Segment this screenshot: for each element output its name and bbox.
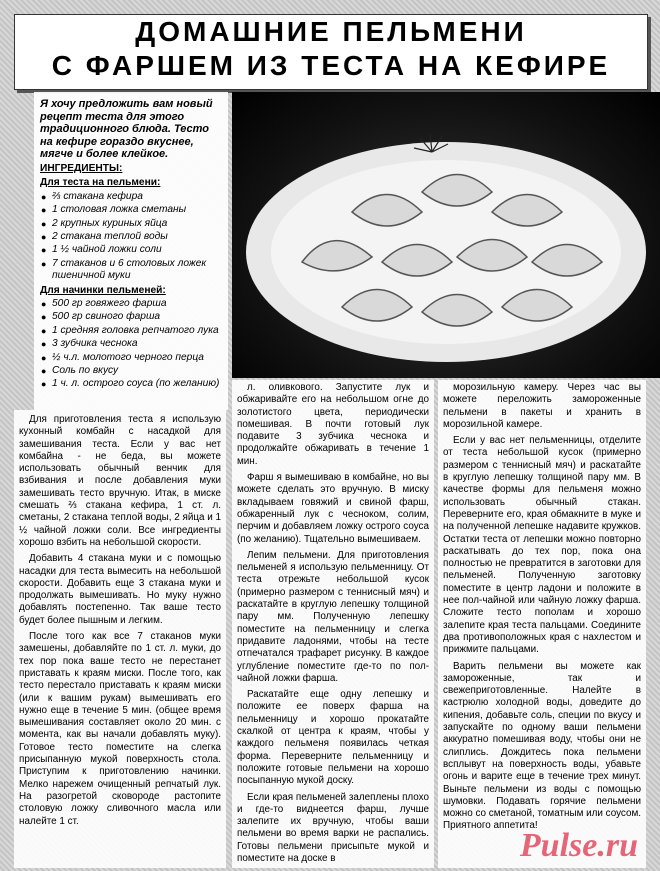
paragraph: После того как все 7 стаканов муки замешены, добавляйте по 1 ст. л. муки, до тех пор пока ваше тесто не перестанет приставать к краям миски. После того, как тесто перестало приставать к краям миски (или к вашим рукам) вымешивать его нужно еще в течение 5 мин. (общее время вымешивания составляет около 20 мин. с момента, как вы начали добавлять муку). Готовое тесто поместите на слегка присыпанную мукой поверхность стола. Приступим к приготовлению начинки. Мелко нарежем очищенный репчатый лук. На разогретой сковороде растопите столовую ложку сливочного масла или налейте 1 ст.: [19, 631, 221, 827]
column-1: [14, 410, 226, 868]
column-3: [438, 380, 646, 868]
title-line-1: ДОМАШНИЕ ПЕЛЬМЕНИ: [135, 16, 527, 47]
list-item: ● 3 зубчика чеснока: [52, 338, 222, 350]
paragraph: Добавить 4 стакана муки и с помощью насадки для теста вымесить на небольшой скорости. Добавить еще 3 стакана муки и продолжать вымешивать. Но муку нужно добавлять постепенно. Так ваше тесто будет более пышным и легким.: [19, 553, 221, 626]
paragraph: л. оливкового. Запустите лук и обжаривайте его на небольшом огне до золотистого цвета, периодически помешивая. В почти готовый лук подавите 3 зубчика чеснока и продолжайте обжаривать в течение 1 мин.: [237, 382, 429, 467]
list-item: ● 500 гр говяжего фарша: [52, 298, 222, 310]
list-item: ● 2 стакана теплой воды: [52, 231, 222, 243]
list-item: ● 1 столовая ложка сметаны: [52, 204, 222, 216]
list-item: ● 2 крупных куриных яйца: [52, 218, 222, 230]
ingredients-heading: ИНГРЕДИЕНТЫ:: [40, 162, 123, 174]
dough-list: [40, 191, 222, 283]
filling-heading: Для начинки пельменей:: [40, 284, 166, 296]
list-item: ● Соль по вкусу: [52, 365, 222, 377]
list-item: ● 500 гр свиного фарша: [52, 311, 222, 323]
list-item: ● ½ ч.л. молотого черного перца: [52, 352, 222, 364]
list-item: ● ⅔ стакана кефира: [52, 191, 222, 203]
intro-box: [34, 92, 228, 410]
paragraph: Варить пельмени вы можете как замороженные, так и свежеприготовленные. Налейте в кастрюлю холодной воды, доведите до кипения, добавьте соль, специи по вкусу и запускайте по одному ваши пельмени аккуратно помешивая воду, чтобы они не слиплись. Дождитесь пока пельмени всплывут на поверхность воды, убавьте огонь и варите еще в течение трех минут. Выньте пельмени из воды с помощью шумовки. Подавать горячие пельмени можно со сметаной, томатным или соусом. Приятного аппетита!: [443, 660, 641, 832]
title-box: [14, 14, 648, 90]
paragraph: морозильную камеру. Через час вы можете переложить замороженные пельмени в пакеты и хранить в морозильной камере.: [443, 382, 641, 430]
dumplings-illustration: [232, 92, 660, 378]
list-item: ● 7 стаканов и 6 столовых ложек пшеничной муки: [52, 258, 222, 283]
dough-heading: Для теста на пельмени:: [40, 177, 161, 189]
paragraph: Раскатайте еще одну лепешку и положите ее поверх фарша на пельменницу и хорошо прокатайте скалкой от центра к краям, чтобы у каждого пельменя появилась четкая форма. Переверните пельменницу и положите готовые пельмени на хорошо посыпанную мукой доску.: [237, 689, 429, 787]
paragraph: Если края пельменей залеплены плохо и где-то виднеется фарш, лучше залепите их вручную, чтобы ваши пельмени во время варки не распались. Готовы пельмени присыпьте мукой и поместите на доске в: [237, 791, 429, 864]
paragraph: Фарш я вымешиваю в комбайне, но вы можете сделать это вручную. В миску вкладываем говяжий и свиной фарш, обжаренный лук с чесноком, солим, перчим и добавляем ложку острого соуса (по желанию). Тщательно вымешиваем.: [237, 472, 429, 545]
watermark: Pulse.ru: [519, 827, 638, 864]
list-item: ● 1 ½ чайной ложки соли: [52, 244, 222, 256]
dumplings-photo: [232, 92, 660, 378]
title-line-2: С ФАРШЕМ ИЗ ТЕСТА НА КЕФИРЕ: [51, 50, 611, 81]
paragraph: Для приготовления теста я использую кухонный комбайн с насадкой для замешивания теста. Если у вас нет комбайна - не беда, вы можете использовать обычный венчик для взбивания и после добавления муки замешивать тесто вручную. Итак, в миске смешать ⅔ стакана кефира, 1 ст. л. сметаны, 2 стакана теплой воды, 2 яйца и 1 ½ чайной ложки соли. Все ингредиенты хорошо взбить на небольшой скорости.: [19, 414, 222, 548]
paragraph: Лепим пельмени. Для приготовления пельменей я использую пельменницу. От теста отрежьте небольшой кусок (примерно размером с теннисный мяч) и раскатайте в круглую лепешку толщиной пару мм. Полученную лепешку поместите на пельменницу и слегка придавите ладонями, чтобы на тесте отпечатался трафарет рисунку. В каждое углубление поместите где-то по пол-чайной ложки фарша.: [237, 549, 429, 684]
paragraph: Если у вас нет пельменницы, отделите от теста небольшой кусок (примерно размером с теннисный мяч) и раскатайте в круглую лепешку толщиной пару мм. В качестве формы для пельменя можно использовать обычный стакан. Переверните его, края обмакните в муке и на полученной лепешке надавите кружков. Остатки теста от лепешки можно повторно раскатывать до тех пор, пока она полностью не превратится в заготовки для пельменей. Полученную заготовку поместите в центр ладони и положите в нее пол-чайной или чайную ложку фарша. Сложите тесто пополам и хорошо залепите края теста пальцами. Соедините два противоположных края с нахлестом и прижмите пальцами.: [443, 435, 641, 656]
intro-text: Я хочу предложить вам новый рецепт теста для этого традиционного блюда. Тесто на кефире гораздо вкуснее, мягче и более клейкое.: [40, 98, 213, 161]
list-item: ● 1 ч. л. острого соуса (по желанию): [52, 378, 222, 390]
filling-list: [40, 298, 222, 391]
column-2: [232, 380, 434, 868]
list-item: ● 1 средняя головка репчатого лука: [52, 325, 222, 337]
